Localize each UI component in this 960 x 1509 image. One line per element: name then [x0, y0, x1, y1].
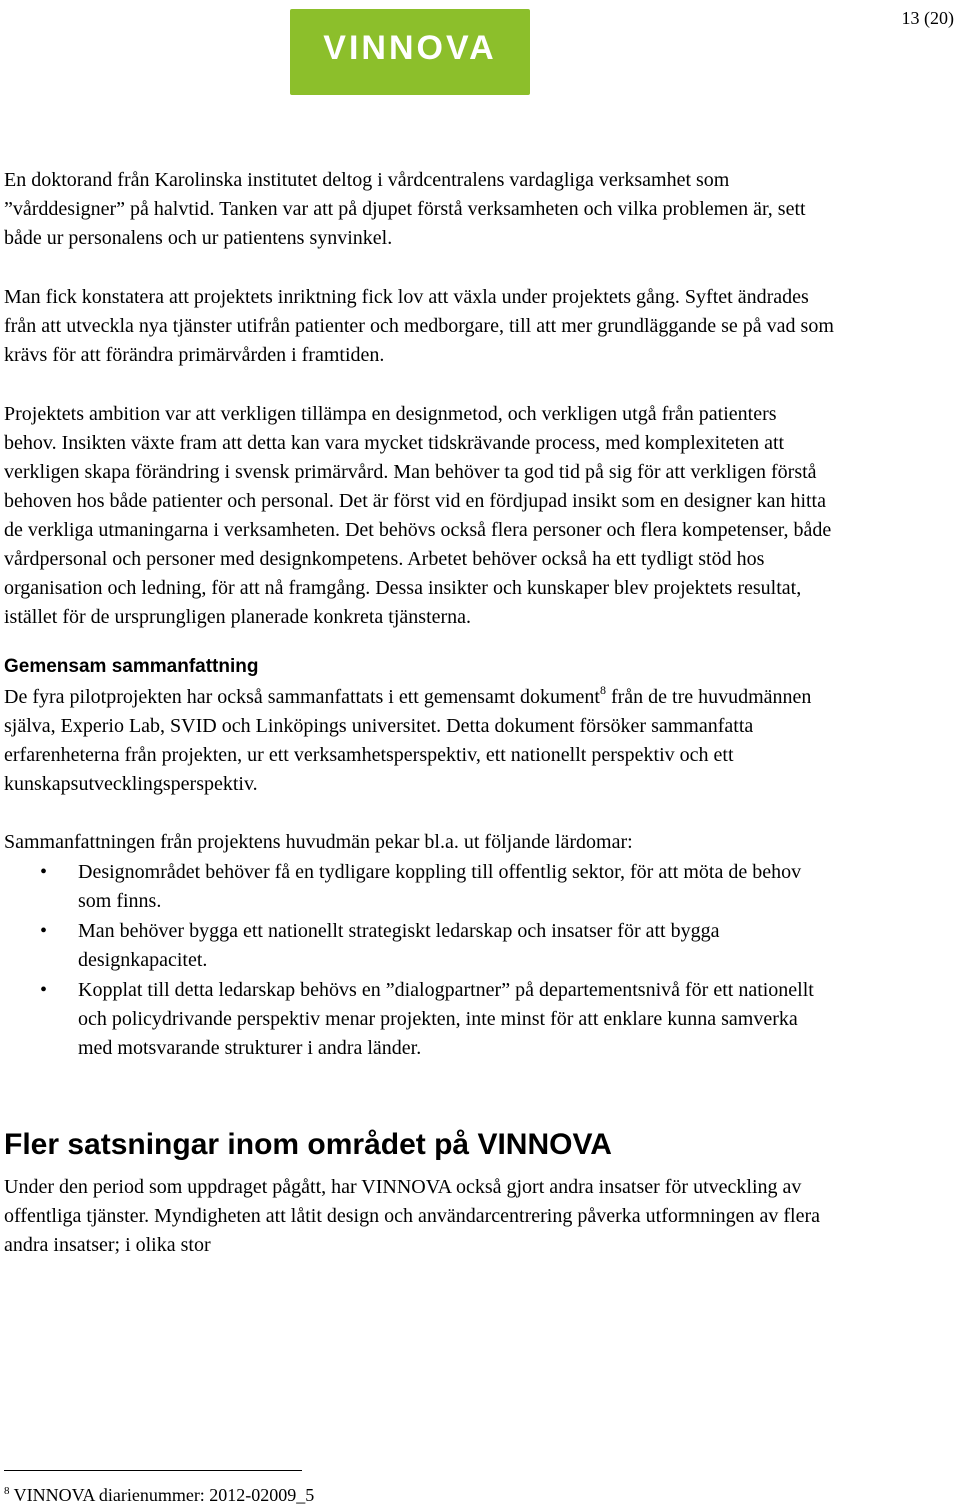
list-item-text: Designområdet behöver få en tydligare koppling till offentlig sektor, för att möta de behov som finns.	[78, 861, 802, 912]
footnote	[4, 1484, 314, 1506]
list-item	[4, 976, 834, 1063]
text-before-footnote: De fyra pilotprojekten har också sammanfattats i ett gemensamt dokument	[4, 686, 600, 708]
bullet-icon: •	[40, 979, 48, 1001]
document-body	[4, 166, 834, 1260]
list-item-text: Kopplat till detta ledarskap behövs en ”dialogpartner” på departementsnivå för ett nationellt och policydrivande perspektiv menar projekten, inte minst för att enklare kunna samverka med motsvarande strukturer i andra länder.	[78, 979, 814, 1059]
footnote-text: VINNOVA diarienummer: 2012-02009_5	[9, 1485, 315, 1505]
subheading-summary: Gemensam sammanfattning	[4, 656, 259, 677]
paragraph-project-direction: Man fick konstatera att projektets inriktning fick lov att växla under projektets gång. Syftet ändrades från att utveckla nya tjänster utifrån patienter och medborgare, till att mer grundläggande se på vad som krävs för att förändra primärvården i framtiden.	[4, 286, 834, 366]
text-after-footnote: från de tre huvudmännen själva, Experio Lab, SVID och Linköpings universitet. Detta dokument försöker sammanfatta erfarenheterna från projekten, ur ett verksamhetsperspektiv, ett nationellt perspektiv och ett kunskapsutvecklingsperspektiv.	[4, 686, 812, 795]
paragraph-other-initiatives: Under den period som uppdraget pågått, har VINNOVA också gjort andra insatser för utveckling av offentliga tjänster. Myndigheten att låtit design och användarcentrering påverka utformningen av flera andra insatser; i olika stor	[4, 1176, 821, 1256]
list-item	[4, 858, 834, 916]
footnote-reference[interactable]: 8	[599, 683, 606, 697]
footnote-divider	[4, 1470, 302, 1471]
footnote-number: 8	[4, 1485, 10, 1497]
logo-text: VINNOVA	[323, 29, 497, 67]
paragraph-doctoral-student: En doktorand från Karolinska institutet deltog i vårdcentralens vardagliga verksamhet som ”vårddesigner” på halvtid. Tanken var att på djupet förstå verksamheten och vilka problemen är, sett både ur personalens och ur patientens synvinkel.	[4, 169, 806, 249]
vinnova-logo	[290, 9, 530, 95]
heading-more-initiatives: Fler satsningar inom området på VINNOVA	[4, 1128, 612, 1161]
bullet-icon: •	[40, 861, 48, 883]
paragraph-lessons-intro: Sammanfattningen från projektens huvudmän pekar bl.a. ut följande lärdomar:	[4, 831, 633, 853]
bullet-icon: •	[40, 920, 48, 942]
list-item	[4, 917, 834, 975]
paragraph-project-ambition: Projektets ambition var att verkligen tillämpa en designmetod, och verkligen utgå från patienters behov. Insikten växte fram att detta kan vara mycket tidskrävande process, med komplexiteten att verkligen skapa förändring i svensk primärvård. Man behöver ta god tid på sig för att verkligen förstå behoven hos både patienter och personal. Det är först vid en fördjupad insikt som en designer kan hitta de verkliga utmaningarna i verksamheten. Det behövs också flera personer och flera kompetenser, både vårdpersonal och personer med designkompetens. Arbetet behöver också ha ett tydligt stöd hos organisation och ledning, för att nå framgång. Dessa insikter och kunskaper blev projektets resultat, istället för de ursprungligen planerade konkreta tjänsterna.	[4, 403, 832, 628]
list-item-text: Man behöver bygga ett nationellt strategiskt ledarskap och insatser för att bygga designkapacitet.	[78, 920, 720, 971]
paragraph-joint-document	[4, 683, 834, 799]
lessons-list	[4, 858, 834, 1063]
page-number: 13 (20)	[901, 8, 954, 28]
